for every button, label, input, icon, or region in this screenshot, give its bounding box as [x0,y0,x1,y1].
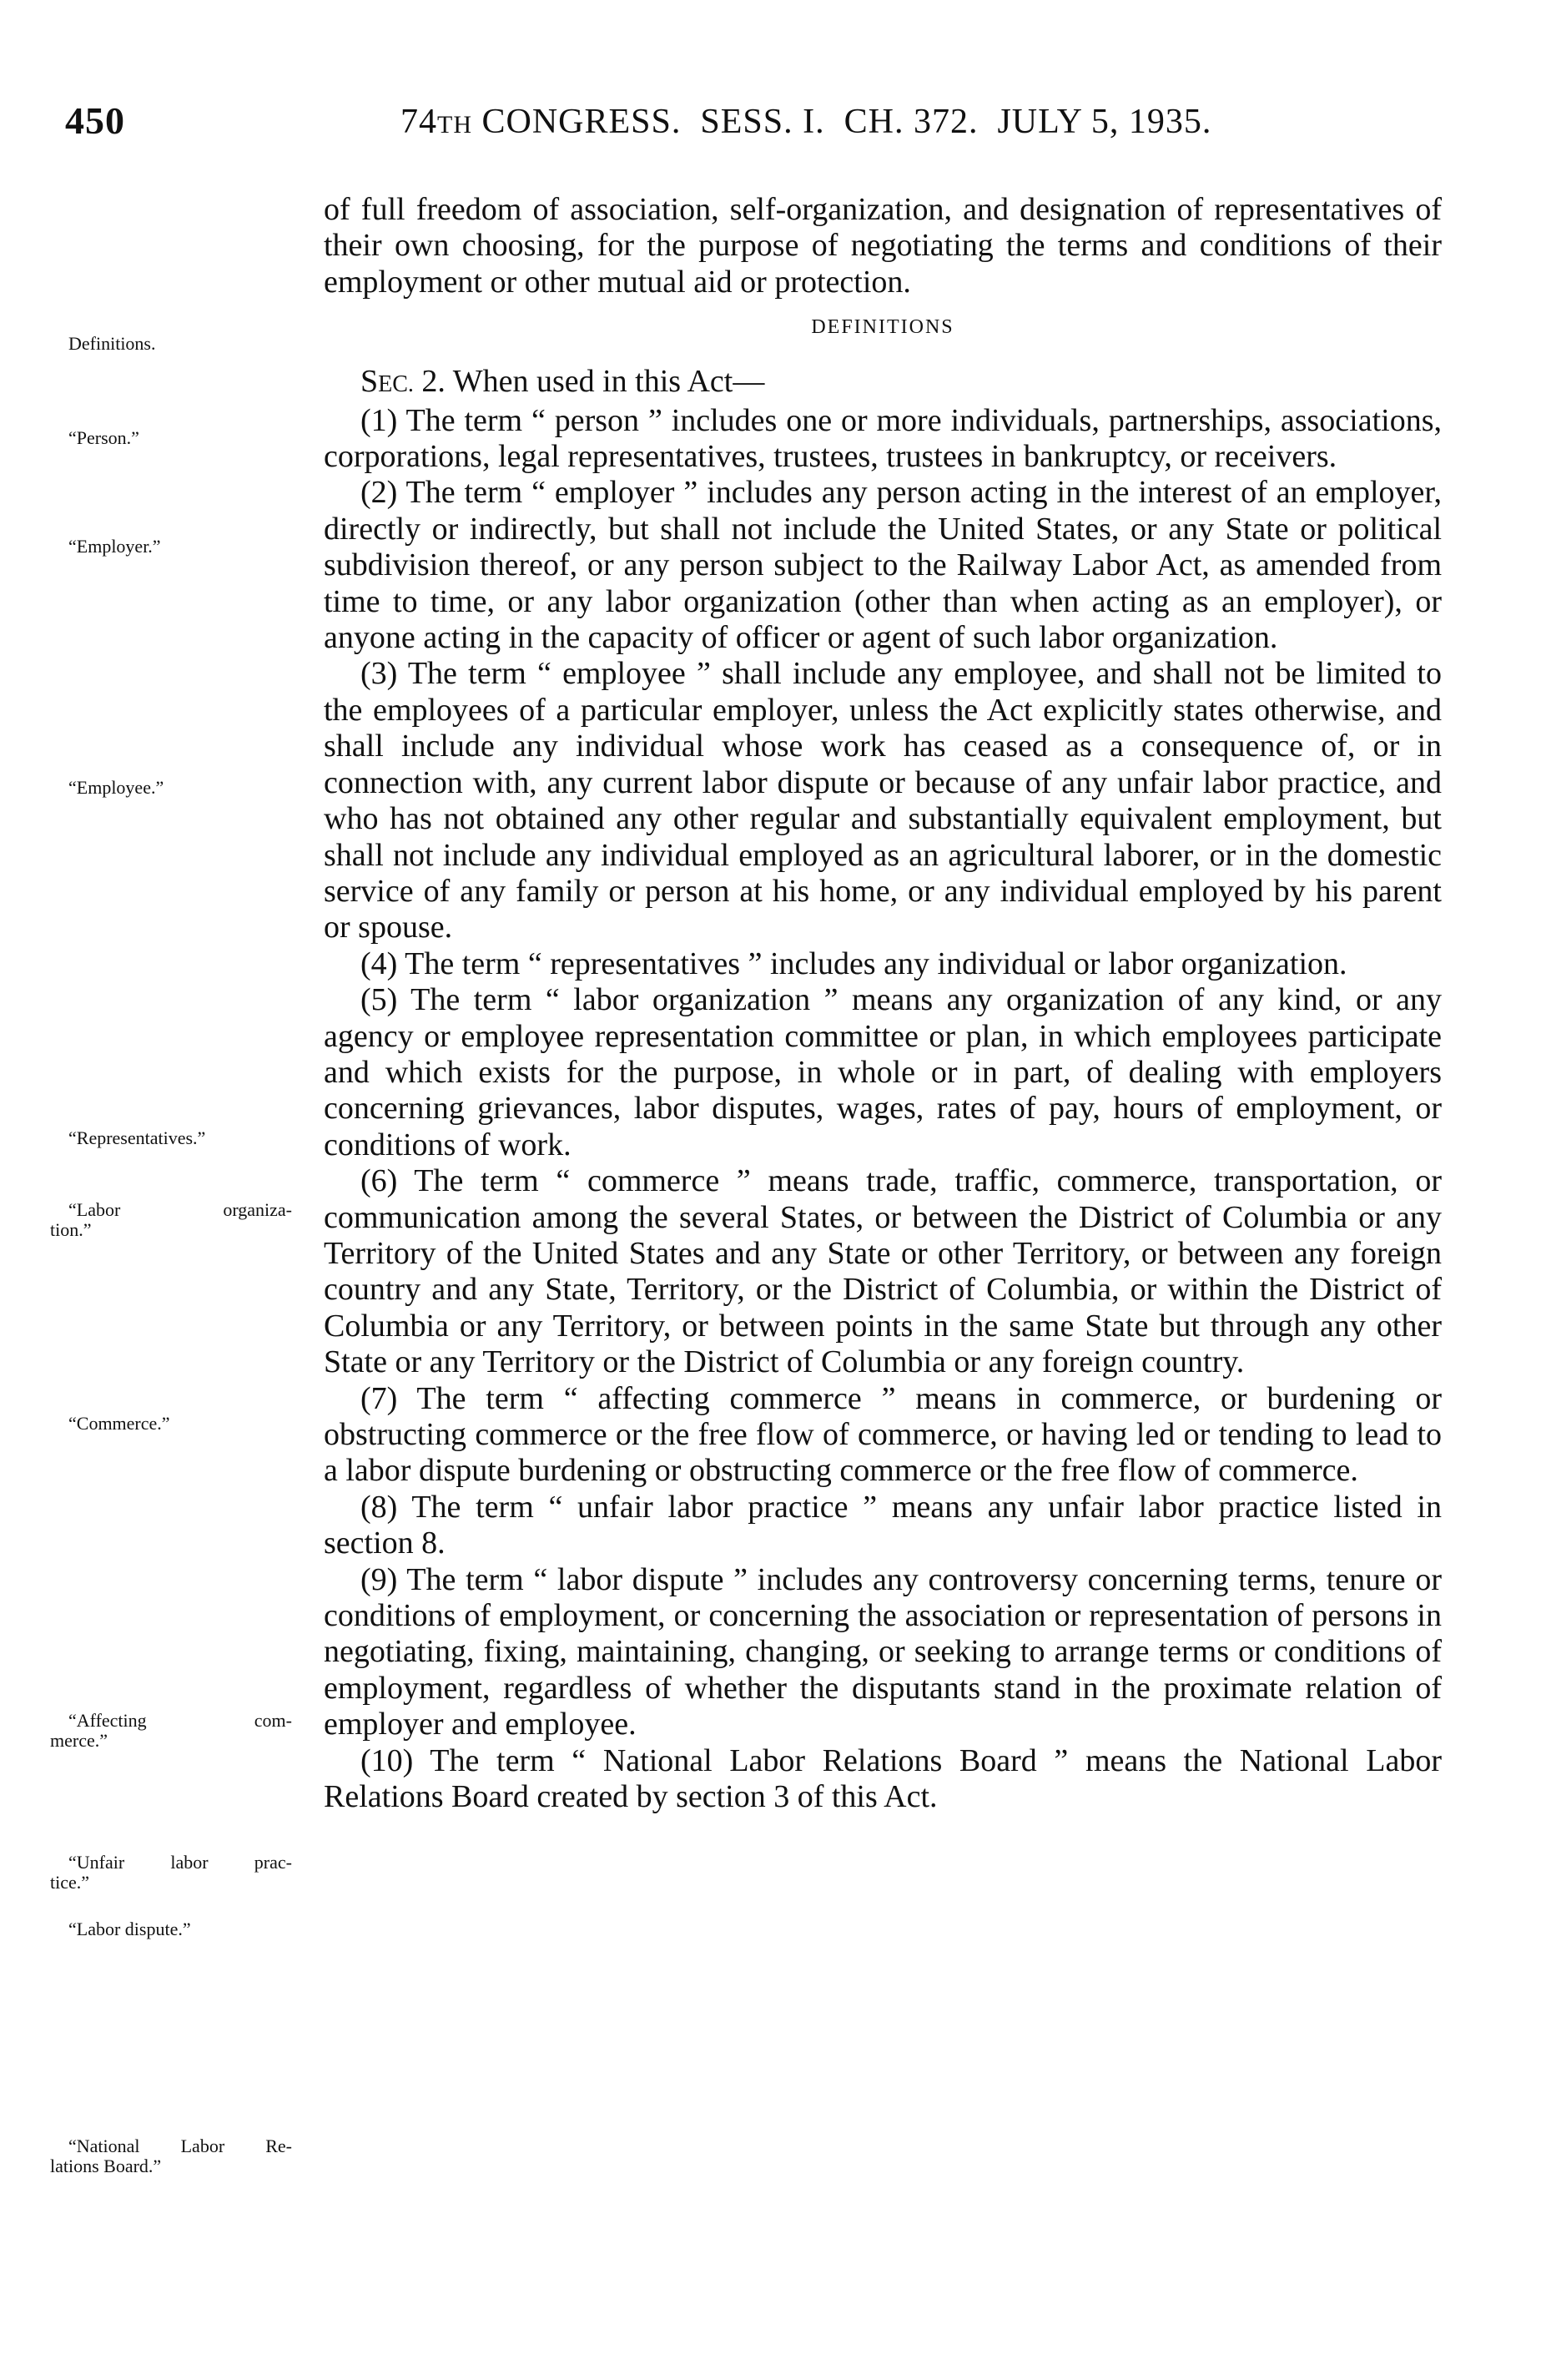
margin-note-text: Definitions. [68,333,156,354]
definition-nlrb: (10) The term “ National Labor Relations Board ” means the National Labor Relations Board created by section 3 of this Act. [324,1742,1442,1815]
margin-note-text: “Employer.” [68,536,161,557]
margin-note-commerce [50,1414,300,1434]
definition-employer: (2) The term “ employer ” includes any person acting in the interest of an employer, directly or indirectly, but shall not include the United States, or any State or political subdivision thereof, or any person subject to the Railway Labor Act, as amended from time to time, or any labor organization (other than when acting as an employer), or anyone acting in the capacity of officer or agent of such labor organization. [324,475,1442,656]
page-number: 450 [65,99,125,142]
section-intro-text: 2. When used in this Act— [413,364,765,400]
definition-unfair-labor-practice: (8) The term “ unfair labor practice ” means any unfair labor practice listed in section 8. [324,1489,1442,1561]
section-prefix-smallcaps: EC. [378,371,414,398]
margin-note-text: “Person.” [68,427,139,448]
section-heading: DEFINITIONS [811,316,954,339]
margin-note-line-2: lations Board.” [50,2156,162,2176]
margin-note-person [50,428,300,448]
intro-paragraph: of full freedom of association, self-organization, and designation of representatives of their own choosing, for the purpose of negotiating the terms and conditions of their employment or other mutual aid or protection. [324,192,1442,300]
margin-note-nlrb [50,2136,292,2176]
margin-note-employer [50,537,300,557]
margin-note-labor-organization [50,1200,292,1240]
statute-body [324,192,1442,1815]
margin-note-line-1: “Unfair labor prac- [68,1852,292,1873]
margin-note-text: “Commerce.” [68,1413,170,1434]
margin-note-labor-dispute [50,1919,300,1939]
margin-note-representatives [50,1128,300,1148]
definition-labor-dispute: (9) The term “ labor dispute ” includes any controversy concerning terms, tenure or conditions of employment, or concerning the association or representation of persons in negotiating, fixing, maintaining, changing, or seeking to arrange terms or conditions of employment, regardless of whether the disputants stand in the proximate relation of employer and employee. [324,1561,1442,1742]
definition-employee: (3) The term “ employee ” shall include any employee, and shall not be limited to the employees of a particular employer, unless the Act explicitly states otherwise, and shall include any individual whose work has ceased as a consequence of, or in connection with, any current labor dispute or because of any unfair labor practice, and who has not obtained any other regular and substantially equivalent employment, but shall not include any individual employed as an agricultural laborer, or in the domestic service of any family or person at his home, or any individual employed by his parent or spouse. [324,656,1442,945]
section-prefix: S [360,364,379,400]
margin-note-text: “Employee.” [68,777,164,798]
section-intro [324,364,1442,402]
definition-affecting-commerce: (7) The term “ affecting commerce ” means in commerce, or burdening or obstructing commerce or the free flow of commerce, or having led or tending to lead to a labor dispute burdening or obstructing commerce or the free flow of commerce. [324,1380,1442,1489]
margin-note-employee [50,778,300,798]
definition-labor-organization: (5) The term “ labor organization ” means any organization of any kind, or any agency or employee representation committee or plan, in which employees participate and which exists for the purpose, in whole or in part, of dealing with employers concerning grievances, labor disputes, wages, rates of pay, hours of employment, or conditions of work. [324,982,1442,1162]
margin-note-affecting-commerce [50,1711,292,1751]
definition-representatives: (4) The term “ representatives ” includes any individual or labor organization. [360,945,1347,981]
margin-note-line-1: “Labor organiza- [68,1199,292,1220]
definition-person: (1) The term “ person ” includes one or more individuals, partnerships, associations, corporations, legal representatives, trustees, trustees in bankruptcy, or receivers. [324,402,1442,475]
margin-note-line-2: tice.” [50,1872,90,1893]
margin-note-text: “Representatives.” [68,1127,206,1148]
margin-note-unfair-labor-practice [50,1853,292,1893]
margin-note-line-2: merce.” [50,1730,108,1751]
definition-commerce: (6) The term “ commerce ” means trade, traffic, commerce, transportation, or communication among the several States, or between the District of Columbia or any Territory of the United States and any State or other Territory, or between any foreign country and any State, Territory, or the District of Columbia, or within the District of Columbia or any Territory, or between points in the same State but through any other State or any Territory or the District of Columbia or any foreign country. [324,1163,1442,1380]
margin-note-definitions [50,334,300,354]
running-head-congress-number: 74 [400,103,437,141]
margin-note-text: “Labor dispute.” [68,1919,191,1939]
running-head-ordinal-suffix: TH [437,111,472,139]
running-head [400,102,1435,142]
running-head-citation: CONGRESS. SESS. I. CH. 372. JULY 5, 1935. [472,103,1212,141]
margin-note-line-1: “National Labor Re- [68,2135,292,2156]
margin-note-line-1: “Affecting com- [68,1710,292,1731]
margin-note-line-2: tion.” [50,1219,92,1240]
